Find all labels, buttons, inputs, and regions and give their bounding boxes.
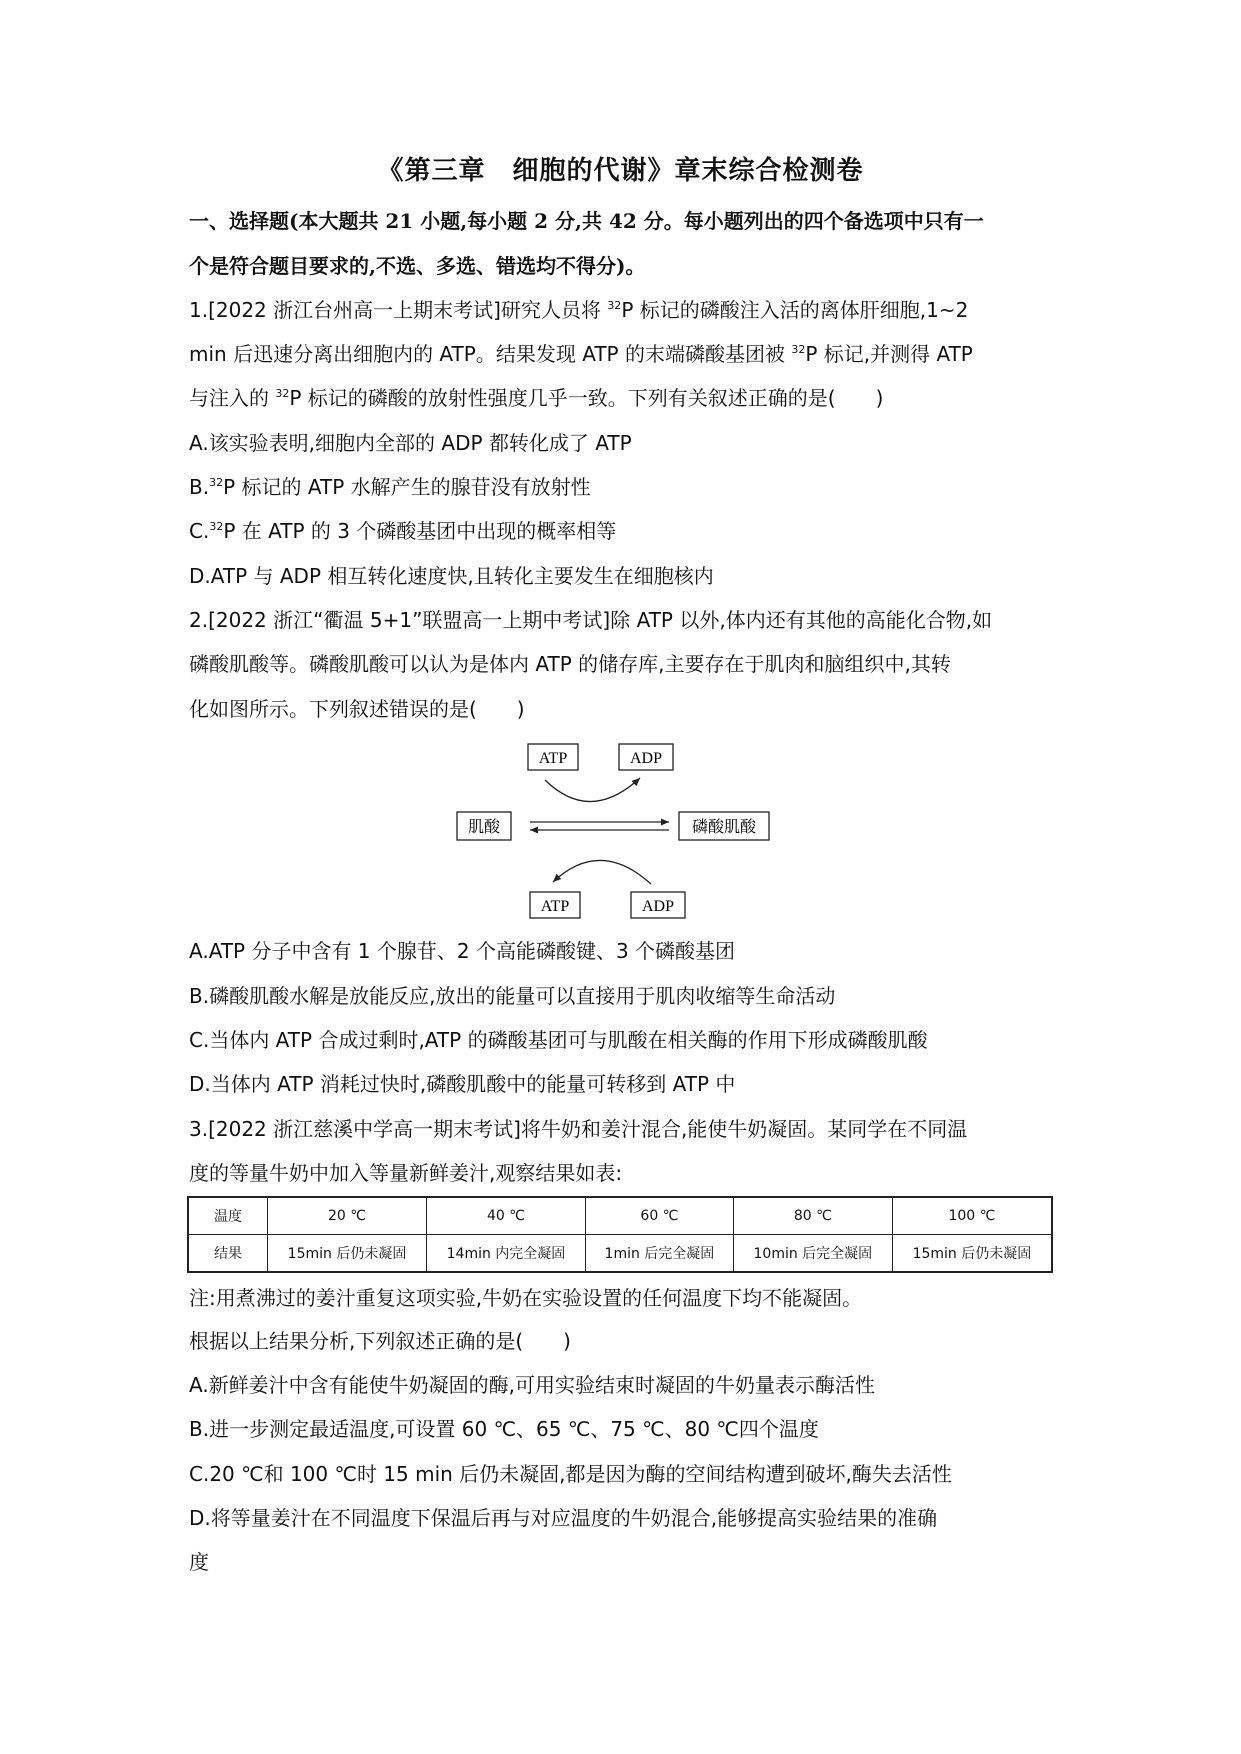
q2-stem-line1: 2.[2022 浙江“衢温 5+1”联盟高一上期中考试]除 ATP 以外,体内还有其他的高能化合物,如 [189,608,993,632]
q1-text: P 标记的磷酸的放射性强度几乎一致。下列有关叙述正确的是( ) [289,386,884,410]
q1-text: P 标记,并测得 ATP [805,342,973,366]
table-cell: 80 ℃ [733,1197,892,1235]
q1-option-d: D.ATP 与 ADP 相互转化速度快,且转化主要发生在细胞核内 [189,564,714,588]
table-row [188,1235,1052,1273]
q1-text: 1.[2022 浙江台州高一上期末考试]研究人员将 [189,298,608,322]
q2-option-d: D.当体内 ATP 消耗过快时,磷酸肌酸中的能量可转移到 ATP 中 [189,1072,736,1096]
q3-option-d: D.将等量姜汁在不同温度下保温后再与对应温度的牛奶混合,能够提高实验结果的准确 [189,1506,938,1530]
table-cell: 温度 [188,1197,268,1235]
option-text: P 在 ATP 的 3 个磷酸基团中出现的概率相等 [223,519,617,543]
q3-stem-line2: 度的等量牛奶中加入等量新鲜姜汁,观察结果如表: [189,1161,623,1185]
table-cell: 结果 [188,1235,268,1273]
label-bottom-left: ATP [540,898,570,915]
superscript: 32 [791,343,806,356]
label-top-left: ATP [538,750,568,767]
q1-option-b [189,472,591,502]
option-letter: B. [189,475,210,499]
table-cell: 1min 后完全凝固 [585,1235,733,1273]
table-cell: 10min 后完全凝固 [733,1235,892,1273]
q1-text: 与注入的 [189,386,276,410]
q1-text: P 标记的磷酸注入活的离体肝细胞,1~2 [621,298,969,322]
q2-option-c: C.当体内 ATP 合成过剩时,ATP 的磷酸基团可与肌酸在相关酶的作用下形成磷酸肌酸 [189,1028,928,1052]
page-title: 《第三章 细胞的代谢》章末综合检测卷 [377,156,864,186]
q3-option-a: A.新鲜姜汁中含有能使牛奶凝固的酶,可用实验结束时凝固的牛奶量表示酶活性 [189,1373,876,1397]
section-header-line1: 一、选择题(本大题共 21 小题,每小题 2 分,共 42 分。每小题列出的四个备选项中只有一 [189,209,984,233]
table-cell: 40 ℃ [426,1197,585,1235]
top-arc-arrow [545,778,640,802]
q2-stem-line2: 磷酸肌酸等。磷酸肌酸可以认为是体内 ATP 的储存库,主要存在于肌肉和脑组织中,其转 [189,652,951,676]
atp-creatine-diagram [455,742,795,922]
label-top-right: ADP [629,750,663,767]
table-cell: 60 ℃ [585,1197,733,1235]
label-bottom-right: ADP [641,898,675,915]
option-letter: C. [189,519,210,543]
superscript: 32 [275,387,290,400]
results-table [187,1196,1053,1273]
q3-option-d-continuation: 度 [189,1550,209,1574]
superscript: 32 [209,476,224,489]
q1-stem-line2 [189,339,973,369]
q1-stem-line3 [189,383,883,413]
label-left: 肌酸 [467,817,501,836]
q3-note: 注:用煮沸过的姜汁重复这项实验,牛奶在实验设置的任何温度下均不能凝固。 [189,1286,863,1310]
bottom-arc-arrow [553,860,651,884]
superscript: 32 [209,520,224,533]
q1-text: min 后迅速分离出细胞内的 ATP。结果发现 ATP 的末端磷酸基团被 [189,342,792,366]
q2-stem-line3: 化如图所示。下列叙述错误的是( ) [189,697,525,721]
q3-stem-line1: 3.[2022 浙江慈溪中学高一期末考试]将牛奶和姜汁混合,能使牛奶凝固。某同学在不同温 [189,1117,968,1141]
table-cell: 15min 后仍未凝固 [892,1235,1052,1273]
q1-option-c [189,516,616,546]
table-cell: 100 ℃ [892,1197,1052,1235]
q3-question: 根据以上结果分析,下列叙述正确的是( ) [189,1329,571,1353]
table-cell: 20 ℃ [268,1197,427,1235]
table-cell: 14min 内完全凝固 [426,1235,585,1273]
section-header-line2: 个是符合题目要求的,不选、多选、错选均不得分)。 [189,254,646,278]
q2-option-b: B.磷酸肌酸水解是放能反应,放出的能量可以直接用于肌肉收缩等生命活动 [189,984,836,1008]
q3-option-c: C.20 ℃和 100 ℃时 15 min 后仍未凝固,都是因为酶的空间结构遭到破坏,酶失去活性 [189,1462,952,1486]
superscript: 32 [607,299,622,312]
table-cell: 15min 后仍未凝固 [268,1235,427,1273]
option-text: P 标记的 ATP 水解产生的腺苷没有放射性 [223,475,591,499]
table-row [188,1197,1052,1235]
q1-option-a: A.该实验表明,细胞内全部的 ADP 都转化成了 ATP [189,431,632,455]
q1-stem-line1 [189,295,968,325]
q3-option-b: B.进一步测定最适温度,可设置 60 ℃、65 ℃、75 ℃、80 ℃四个温度 [189,1417,819,1441]
label-right: 磷酸肌酸 [691,817,757,836]
q2-option-a: A.ATP 分子中含有 1 个腺苷、2 个高能磷酸键、3 个磷酸基团 [189,939,736,963]
